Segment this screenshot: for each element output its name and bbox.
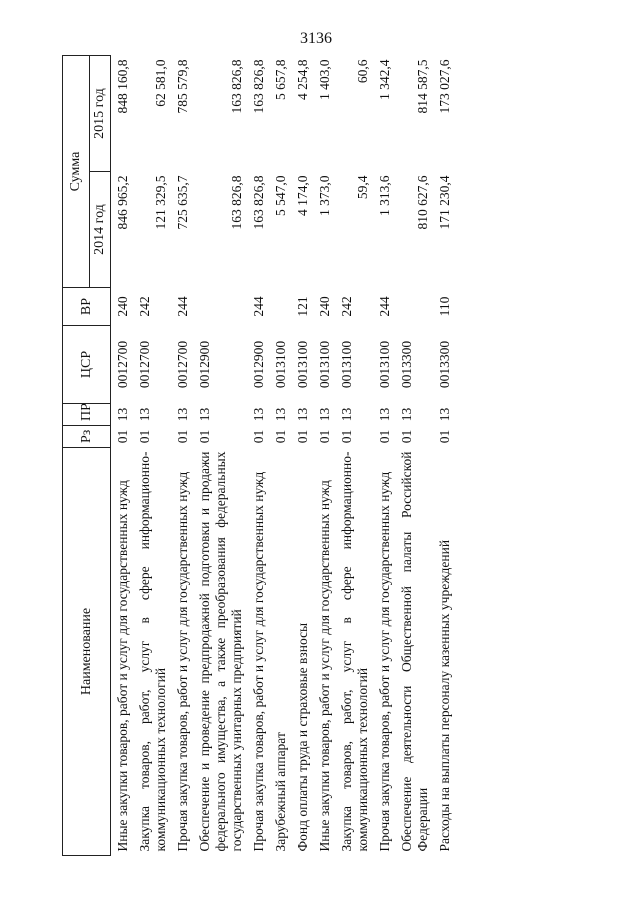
- header-rz: Рз: [63, 426, 111, 448]
- row-name: Зарубежный аппарат: [273, 732, 288, 852]
- row-vr: 244: [175, 296, 190, 317]
- row-vr: 242: [339, 296, 354, 317]
- row-rz: 01: [175, 429, 190, 444]
- row-sum-2014: 1 373,0: [317, 175, 332, 216]
- row-name: Фонд оплаты труда и страховые взносы: [295, 622, 310, 852]
- row-pr: 13: [197, 407, 212, 422]
- row-sum-2015: 173 027,6: [437, 59, 452, 114]
- row-csr: 0013100: [377, 340, 392, 389]
- row-sum-2015: 62 581,0: [153, 59, 168, 107]
- header-2014: 2014 год: [90, 172, 111, 288]
- table-row: [269, 56, 291, 856]
- row-csr: 0013300: [399, 340, 414, 389]
- row-rz: 01: [137, 429, 152, 444]
- row-sum-2014: 163 826,8: [229, 175, 244, 230]
- header-name: Наименование: [63, 448, 111, 856]
- row-sum-2014: 163 826,8: [251, 175, 266, 230]
- row-pr: 13: [399, 407, 414, 422]
- row-csr: 0013300: [437, 340, 452, 389]
- table-row: [111, 56, 134, 856]
- header-csr: ЦСР: [63, 326, 111, 404]
- row-pr: 13: [251, 407, 266, 422]
- row-vr: 240: [115, 296, 130, 317]
- row-rz: 01: [339, 429, 354, 444]
- row-pr: 13: [115, 407, 130, 422]
- row-pr: 13: [317, 407, 332, 422]
- row-sum-2014: 5 547,0: [273, 175, 288, 216]
- row-rz: 01: [399, 429, 414, 444]
- row-vr: 110: [437, 296, 452, 317]
- row-vr: [395, 288, 433, 326]
- row-name: Обеспечение и проведение предпродажной подготовки и продажи федерального имущества, а также преобразования федеральных государственных унитарных предприятий: [197, 451, 244, 852]
- table-row: [247, 56, 269, 856]
- row-vr: 244: [251, 296, 266, 317]
- row-csr: 0013100: [339, 340, 354, 389]
- row-vr: 240: [317, 296, 332, 317]
- header-2015: 2015 год: [90, 56, 111, 172]
- row-name: Иные закупки товаров, работ и услуг для государственных нужд: [115, 480, 130, 852]
- row-csr: 0013100: [295, 340, 310, 389]
- row-name: Прочая закупка товаров, работ и услуг для государственных нужд: [251, 471, 266, 852]
- row-pr: 13: [295, 407, 310, 422]
- budget-table: [62, 55, 455, 856]
- row-sum-2015: 60,6: [355, 59, 370, 84]
- row-vr: 242: [137, 296, 152, 317]
- row-sum-2014: 846 965,2: [115, 175, 130, 230]
- row-rz: 01: [273, 429, 288, 444]
- row-name: Иные закупки товаров, работ и услуг для государственных нужд: [317, 480, 332, 852]
- row-pr: 13: [273, 407, 288, 422]
- table-header: [63, 56, 111, 856]
- row-sum-2015: 163 826,8: [229, 59, 244, 114]
- row-name: Обеспечение деятельности Общественной палаты Российской Федерации: [399, 451, 430, 852]
- table-row: [373, 56, 395, 856]
- row-sum-2014: 1 313,6: [377, 175, 392, 216]
- header-vr: ВР: [63, 288, 111, 326]
- row-pr: 13: [339, 407, 354, 422]
- row-csr: 0012900: [197, 340, 212, 389]
- row-rz: 01: [317, 429, 332, 444]
- row-vr: 244: [377, 296, 392, 317]
- row-sum-2015: 1 403,0: [317, 59, 332, 100]
- row-name: Расходы на выплаты персоналу казенных учреждений: [437, 539, 452, 852]
- rotated-table-wrapper: [62, 56, 582, 856]
- row-sum-2014: 59,4: [355, 175, 370, 200]
- row-sum-2014: 171 230,4: [437, 175, 452, 230]
- row-sum-2014: 810 627,6: [415, 175, 430, 230]
- row-vr: 121: [295, 296, 310, 317]
- row-rz: 01: [295, 429, 310, 444]
- table-row: [335, 56, 373, 856]
- row-sum-2015: 163 826,8: [251, 59, 266, 114]
- table-row: [433, 56, 455, 856]
- table-row: [171, 56, 193, 856]
- row-rz: 01: [377, 429, 392, 444]
- row-csr: 0012700: [137, 340, 152, 389]
- row-sum-2014: 121 329,5: [153, 175, 168, 230]
- row-name: Прочая закупка товаров, работ и услуг для государственных нужд: [377, 471, 392, 852]
- header-sum: Сумма: [63, 56, 90, 288]
- header-pr: ПР: [63, 404, 111, 426]
- table-row: [133, 56, 171, 856]
- row-rz: 01: [251, 429, 266, 444]
- row-sum-2015: 848 160,8: [115, 59, 130, 114]
- row-pr: 13: [137, 407, 152, 422]
- table-row: [395, 56, 433, 856]
- row-vr: [193, 288, 247, 326]
- row-rz: 01: [197, 429, 212, 444]
- row-rz: 01: [115, 429, 130, 444]
- row-pr: 13: [377, 407, 392, 422]
- row-csr: 0013100: [273, 340, 288, 389]
- row-sum-2014: 725 635,7: [175, 175, 190, 230]
- row-csr: 0012700: [175, 340, 190, 389]
- row-csr: 0012900: [251, 340, 266, 389]
- row-sum-2015: 785 579,8: [175, 59, 190, 114]
- table-row: [313, 56, 335, 856]
- table-row: [193, 56, 247, 856]
- page-number: 3136: [300, 30, 332, 47]
- row-csr: 0013100: [317, 340, 332, 389]
- row-sum-2015: 814 587,5: [415, 59, 430, 114]
- row-sum-2014: 4 174,0: [295, 175, 310, 216]
- row-sum-2015: 4 254,8: [295, 59, 310, 100]
- row-rz: 01: [437, 429, 452, 444]
- row-pr: 13: [437, 407, 452, 422]
- row-pr: 13: [175, 407, 190, 422]
- row-sum-2015: 5 657,8: [273, 59, 288, 100]
- row-name: Прочая закупка товаров, работ и услуг для государственных нужд: [175, 471, 190, 852]
- row-csr: 0012700: [115, 340, 130, 389]
- table-row: [291, 56, 313, 856]
- row-vr: [269, 288, 291, 326]
- row-name: Закупка товаров, работ, услуг в сфере информационно-коммуникационных технологий: [339, 451, 370, 852]
- row-name: Закупка товаров, работ, услуг в сфере информационно-коммуникационных технологий: [137, 451, 168, 852]
- row-sum-2015: 1 342,4: [377, 59, 392, 100]
- table-body: [111, 56, 456, 856]
